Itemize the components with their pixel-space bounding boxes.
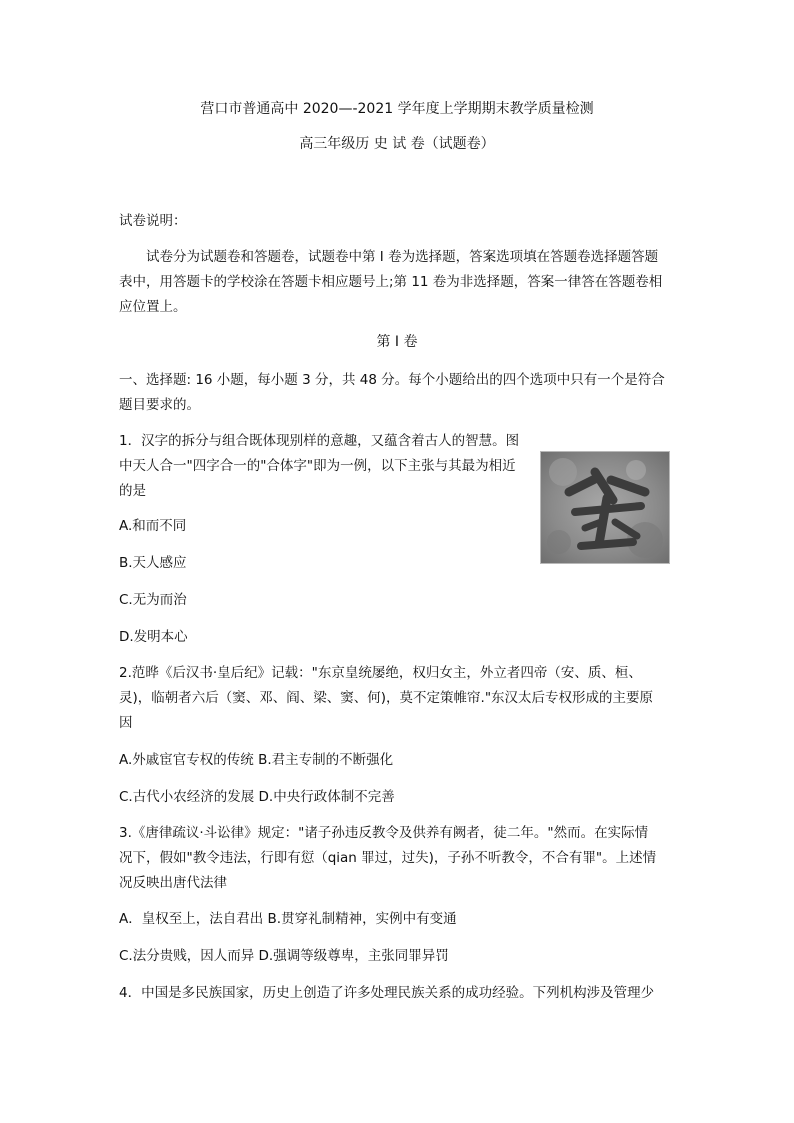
exam-subtitle: 高三年级历 史 试 卷（试题卷） [299,136,495,152]
instructions-line: 表中，用答题卡的学校涂在答题卡相应题号上;第 11 卷为非选择题，答案一律答在答题卷相 [119,274,663,290]
question-1-line: 的是 [119,483,146,499]
instructions-line: 试卷分为试题卷和答题卷，试题卷中第 I 卷为选择题，答案选项填在答题卷选择题答题 [146,249,659,265]
question-3-line: 况反映出唐代法律 [119,875,227,891]
question-1-option-d: D.发明本心 [119,629,188,645]
question-2-line: 灵)，临朝者六后（窦、邓、阎、梁、窦、何)，莫不定策帷帘."东汉太后专权形成的主要原 [119,690,654,706]
question-3-options-cd: C.法分贵贱，因人而异 D.强调等级尊卑，主张同罪异罚 [119,948,449,964]
question-1-option-a: A.和而不同 [119,518,187,534]
question-2-line: 因 [119,715,133,731]
question-2-options-cd: C.古代小农经济的发展 D.中央行政体制不完善 [119,789,395,805]
exam-title: 营口市普通高中 2020—-2021 学年度上学期期末教学质量检测 [200,101,594,117]
question-1-line: 1．汉字的拆分与组合既体现别样的意趣，又蕴含着古人的智慧。图 [119,433,520,449]
question-1-option-c: C.无为而治 [119,592,187,608]
question-3-line: 况下，假如"教令违法，行即有愆（qian 罪过，过失)，子孙不听教令，不合有罪"。上述情 [119,850,657,866]
section-intro-line: 一、选择题: 16 小题，每小题 3 分，共 48 分。每个小题给出的四个选项中只有一个是符合 [119,372,665,388]
question-3-options-ab: A．皇权至上，法自君出 B.贯穿礼制精神，实例中有变通 [119,911,457,927]
question-1-option-b: B.天人感应 [119,555,187,571]
question-4-line: 4．中国是多民族国家，历史上创造了许多处理民族关系的成功经验。下列机构涉及管理少 [119,985,655,1001]
question-3-line: 3.《唐律疏议·斗讼律》规定："诸子孙违反教令及供养有阙者，徒二年。"然而。在实际情 [119,825,649,841]
instructions-heading: 试卷说明： [119,213,187,229]
combined-character-image [540,451,670,564]
question-1-line: 中天人合一"四字合一的"合体字"即为一例，以下主张与其最为相近 [119,458,516,474]
section-title: 第 I 卷 [376,334,418,350]
question-2-line: 2.范晔《后汉书·皇后纪》记载："东京皇统屡绝，权归女主，外立者四帝（安、质、桓、 [119,665,642,681]
section-intro-line: 题目要求的。 [119,397,200,413]
question-2-options-ab: A.外戚宦官专权的传统 B.君主专制的不断强化 [119,752,394,768]
instructions-line: 应位置上。 [119,299,187,315]
